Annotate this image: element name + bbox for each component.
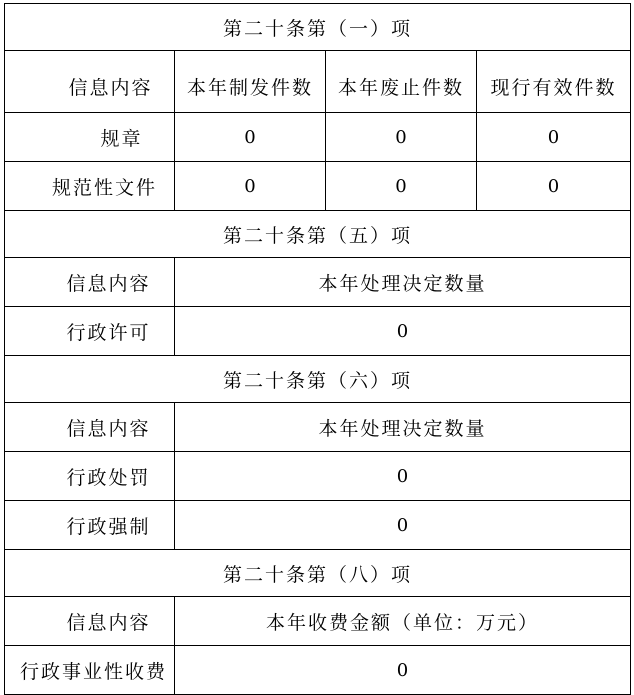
table-row [5, 162, 631, 211]
cell-value: 0 [175, 501, 631, 550]
section-title: 第二十条第（八）项 [5, 550, 631, 597]
cell-value: 0 [175, 307, 631, 356]
row-label: 行政强制 [5, 501, 175, 550]
section-title: 第二十条第（一）项 [5, 4, 631, 51]
row-label: 规章 [5, 113, 175, 162]
header-row [5, 597, 631, 646]
cell-value: 0 [175, 162, 326, 211]
section-title-row [5, 4, 631, 51]
header-label: 信息内容 [5, 403, 175, 452]
table-row [5, 113, 631, 162]
header-label: 信息内容 [5, 51, 175, 113]
section-title-row [5, 211, 631, 258]
table-row [5, 452, 631, 501]
header-label: 信息内容 [5, 597, 175, 646]
section-title: 第二十条第（六）项 [5, 356, 631, 403]
disclosure-table [4, 3, 631, 695]
section-title-row [5, 356, 631, 403]
cell-value: 0 [175, 113, 326, 162]
row-label: 行政许可 [5, 307, 175, 356]
column-header: 本年废止件数 [326, 51, 477, 113]
header-label: 信息内容 [5, 258, 175, 307]
cell-value: 0 [175, 452, 631, 501]
cell-value: 0 [477, 113, 631, 162]
column-header: 本年处理决定数量 [175, 258, 631, 307]
column-header: 本年制发件数 [175, 51, 326, 113]
header-row [5, 51, 631, 113]
table-row [5, 646, 631, 695]
table-row [5, 307, 631, 356]
section-title: 第二十条第（五）项 [5, 211, 631, 258]
row-label: 行政处罚 [5, 452, 175, 501]
header-row [5, 403, 631, 452]
row-label: 规范性文件 [5, 162, 175, 211]
cell-value: 0 [326, 162, 477, 211]
section-title-row [5, 550, 631, 597]
header-row [5, 258, 631, 307]
column-header: 本年处理决定数量 [175, 403, 631, 452]
cell-value: 0 [175, 646, 631, 695]
cell-value: 0 [477, 162, 631, 211]
cell-value: 0 [326, 113, 477, 162]
column-header: 本年收费金额（单位：万元） [175, 597, 631, 646]
column-header: 现行有效件数 [477, 51, 631, 113]
table-row [5, 501, 631, 550]
row-label: 行政事业性收费 [5, 646, 175, 695]
